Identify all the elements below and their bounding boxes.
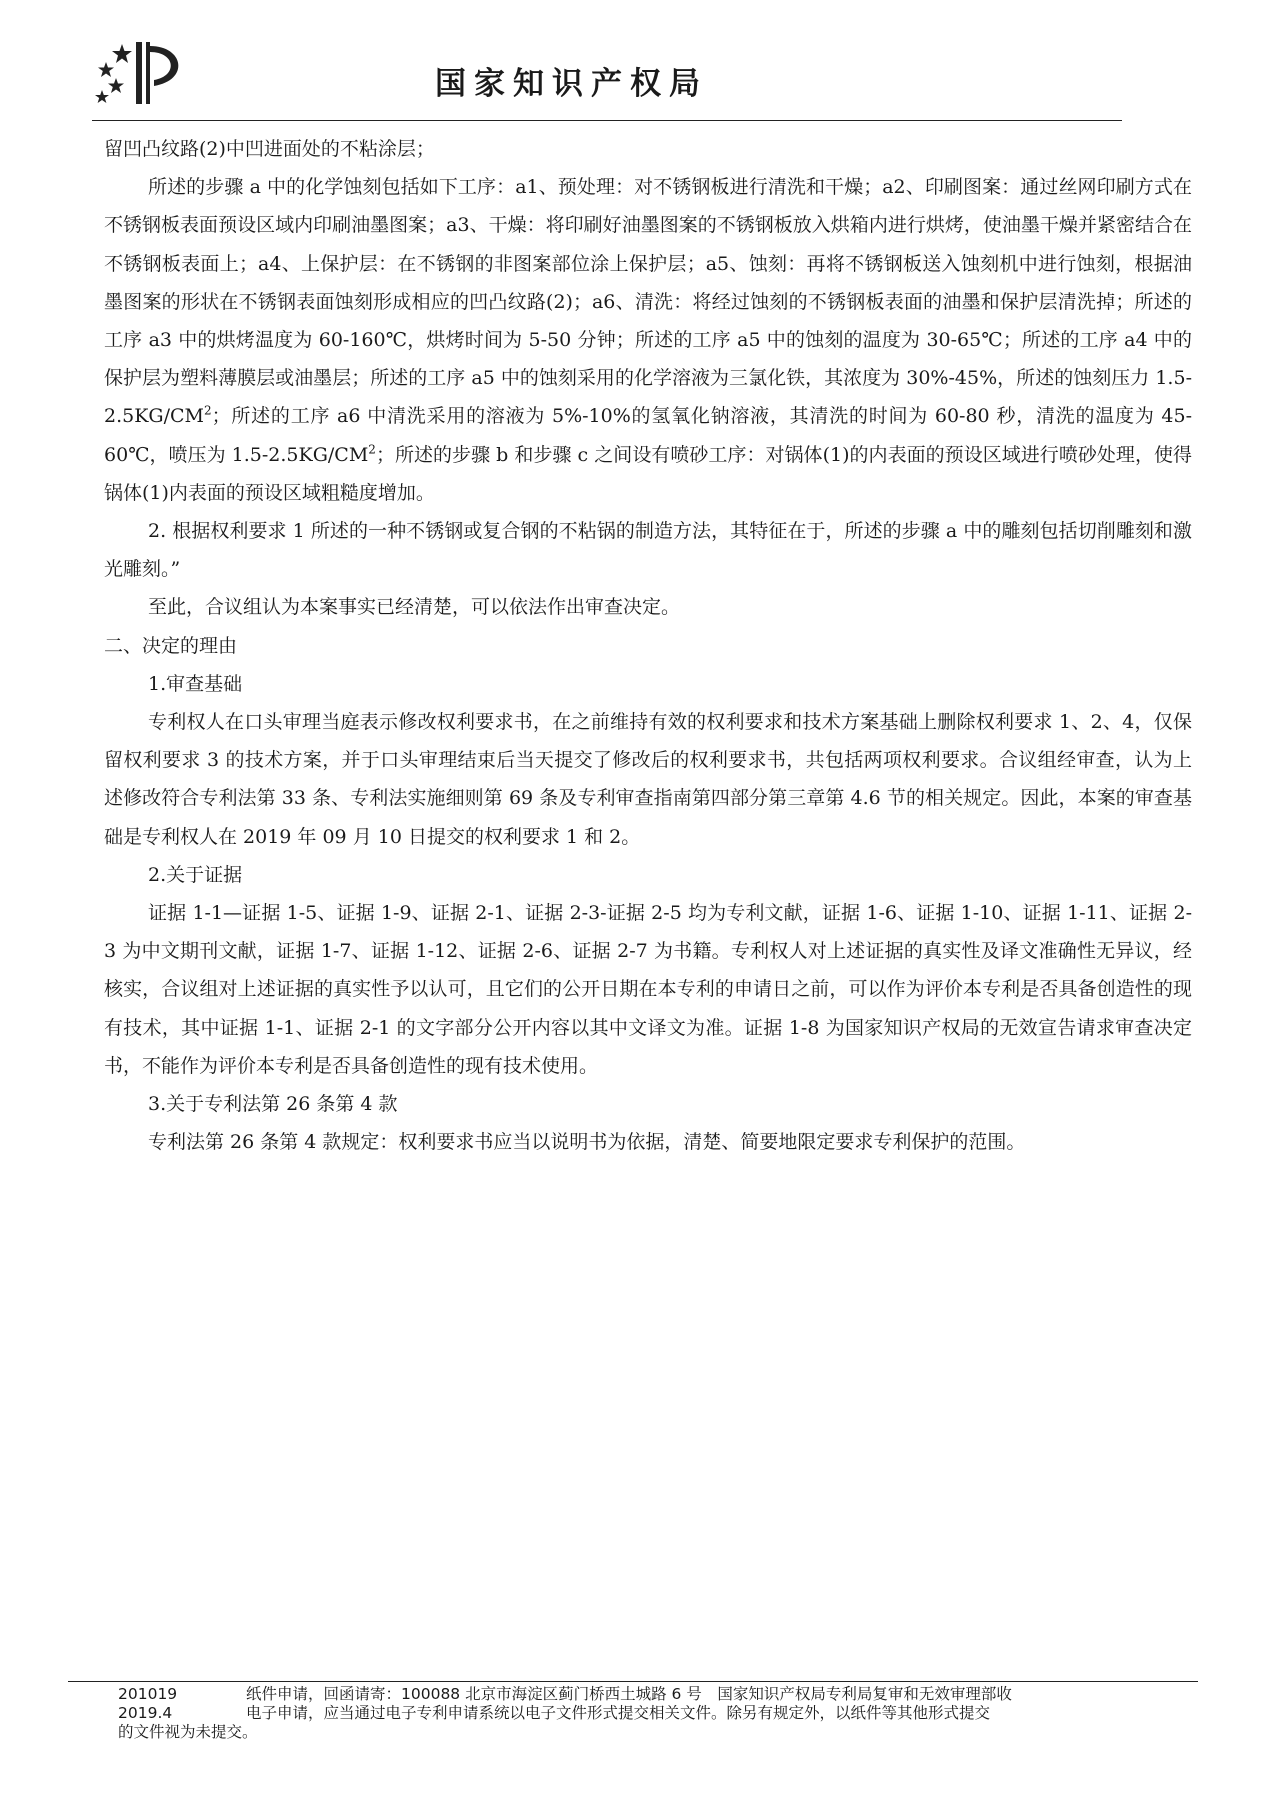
- header-divider: [92, 120, 1122, 121]
- agency-name: 国家知识产权局: [435, 66, 708, 102]
- subsection-heading: 2.关于证据: [148, 863, 243, 886]
- paragraph: 专利法第 26 条第 4 款规定：权利要求书应当以说明书为依据，清楚、简要地限定要求专利保护的范围。: [148, 1131, 1026, 1154]
- footer-text: 纸件申请，回函请寄：100088 北京市海淀区蓟门桥西土城路 6 号 国家知识产权局专利局复审和无效审理部收: [246, 1685, 1012, 1703]
- paragraph: 所述的步骤 a 中的化学蚀刻包括如下工序：a1、预处理：对不锈钢板进行清洗和干燥；a2、印刷图案：通过丝网印刷方式在不锈钢板表面预设区域内印刷油墨图案；a3、干燥：将印刷好油墨图案的不锈钢板放入烘箱内进行烘烤，使油墨干燥并紧密结合在不锈钢板表面上；a4、上保护层：在不锈钢的非图案部位涂上保护层；a5、蚀刻：再将不锈钢板送入蚀刻机中进行蚀刻，根据油墨图案的形状在不锈钢表面蚀刻形成相应的凹凸纹路(2)；a6、清洗：将经过蚀刻的不锈钢板表面的油墨和保护层清洗掉；所述的工序 a3 中的烘烤温度为 60-160℃，烘烤时间为 5-50 分钟；所述的工序 a5 中的蚀刻的温度为 30-65℃；所述的工序 a4 中的保护层为塑料薄膜层或油墨层；所述的工序 a5 中的蚀刻采用的化学溶液为三氯化铁，其浓度为 30%-45%，所述的蚀刻压力 $1.5-2.5KG/CM^2$；所述的工序 a6 中清洗采用的溶液为 5%-10%的氢氧化钠溶液，其清洗的时间为 60-80 秒，清洗的温度为 45-60℃，喷压为 $1.5-2.5KG/CM^2$；所述的步骤 b 和步骤 c 之间设有喷砂工序：对锅体(1)的内表面的预设区域进行喷砂处理，使得锅体(1)内表面的预设区域粗糙度增加。: [104, 176, 1192, 504]
- paragraph: 留凹凸纹路(2)中凹进面处的不粘涂层；: [104, 138, 435, 160]
- subsection-heading: 3.关于专利法第 26 条第 4 款: [148, 1093, 398, 1116]
- cnipa-logo-icon: [92, 36, 202, 108]
- footer-text: 电子申请，应当通过电子专利申请系统以电子文件形式提交相关文件。除另有规定外，以纸件等其他形式提交: [246, 1704, 991, 1722]
- subsection-heading: 1.审查基础: [148, 672, 243, 695]
- form-code: 201019: [118, 1685, 178, 1703]
- page-footer: [118, 1685, 1198, 1742]
- section-heading: 二、决定的理由: [104, 634, 238, 657]
- paragraph: 专利权人在口头审理当庭表示修改权利要求书，在之前维持有效的权利要求和技术方案基础上删除权利要求 1、2、4，仅保留权利要求 3 的技术方案，并于口头审理结束后当天提交了修改后的权利要求书，共包括两项权利要求。合议组经审查，认为上述修改符合专利法第 33 条、专利法实施细则第 69 条及专利审查指南第四部分第三章第 4.6 节的相关规定。因此，本案的审查基础是专利权人在 2019 年 09 月 10 日提交的权利要求 1 和 2。: [104, 711, 1192, 848]
- paragraph: 证据 1-1—证据 1-5、证据 1-9、证据 2-1、证据 2-3-证据 2-5 均为专利文献，证据 1-6、证据 1-10、证据 1-11、证据 2-3 为中文期刊文献，证据 1-7、证据 1-12、证据 2-6、证据 2-7 为书籍。专利权人对上述证据的真实性及译文准确性无异议，经核实，合议组对上述证据的真实性予以认可，且它们的公开日期在本专利的申请日之前，可以作为评价本专利是否具备创造性的现有技术，其中证据 1-1、证据 2-1 的文字部分公开内容以其中文译文为准。证据 1-8 为国家知识产权局的无效宣告请求审查决定书，不能作为评价本专利是否具备创造性的现有技术使用。: [104, 902, 1192, 1077]
- paragraph: 2. 根据权利要求 1 所述的一种不锈钢或复合钢的不粘锅的制造方法，其特征在于，所述的步骤 a 中的雕刻包括切削雕刻和激光雕刻。”: [104, 520, 1192, 581]
- page-header: [0, 0, 1280, 125]
- paragraph: 至此，合议组认为本案事实已经清楚，可以依法作出审查决定。: [148, 596, 681, 619]
- document-body: [104, 130, 1192, 1161]
- footer-text: 的文件视为未提交。: [118, 1723, 258, 1741]
- footer-divider: [68, 1681, 1198, 1682]
- form-version: 2019.4: [118, 1704, 173, 1722]
